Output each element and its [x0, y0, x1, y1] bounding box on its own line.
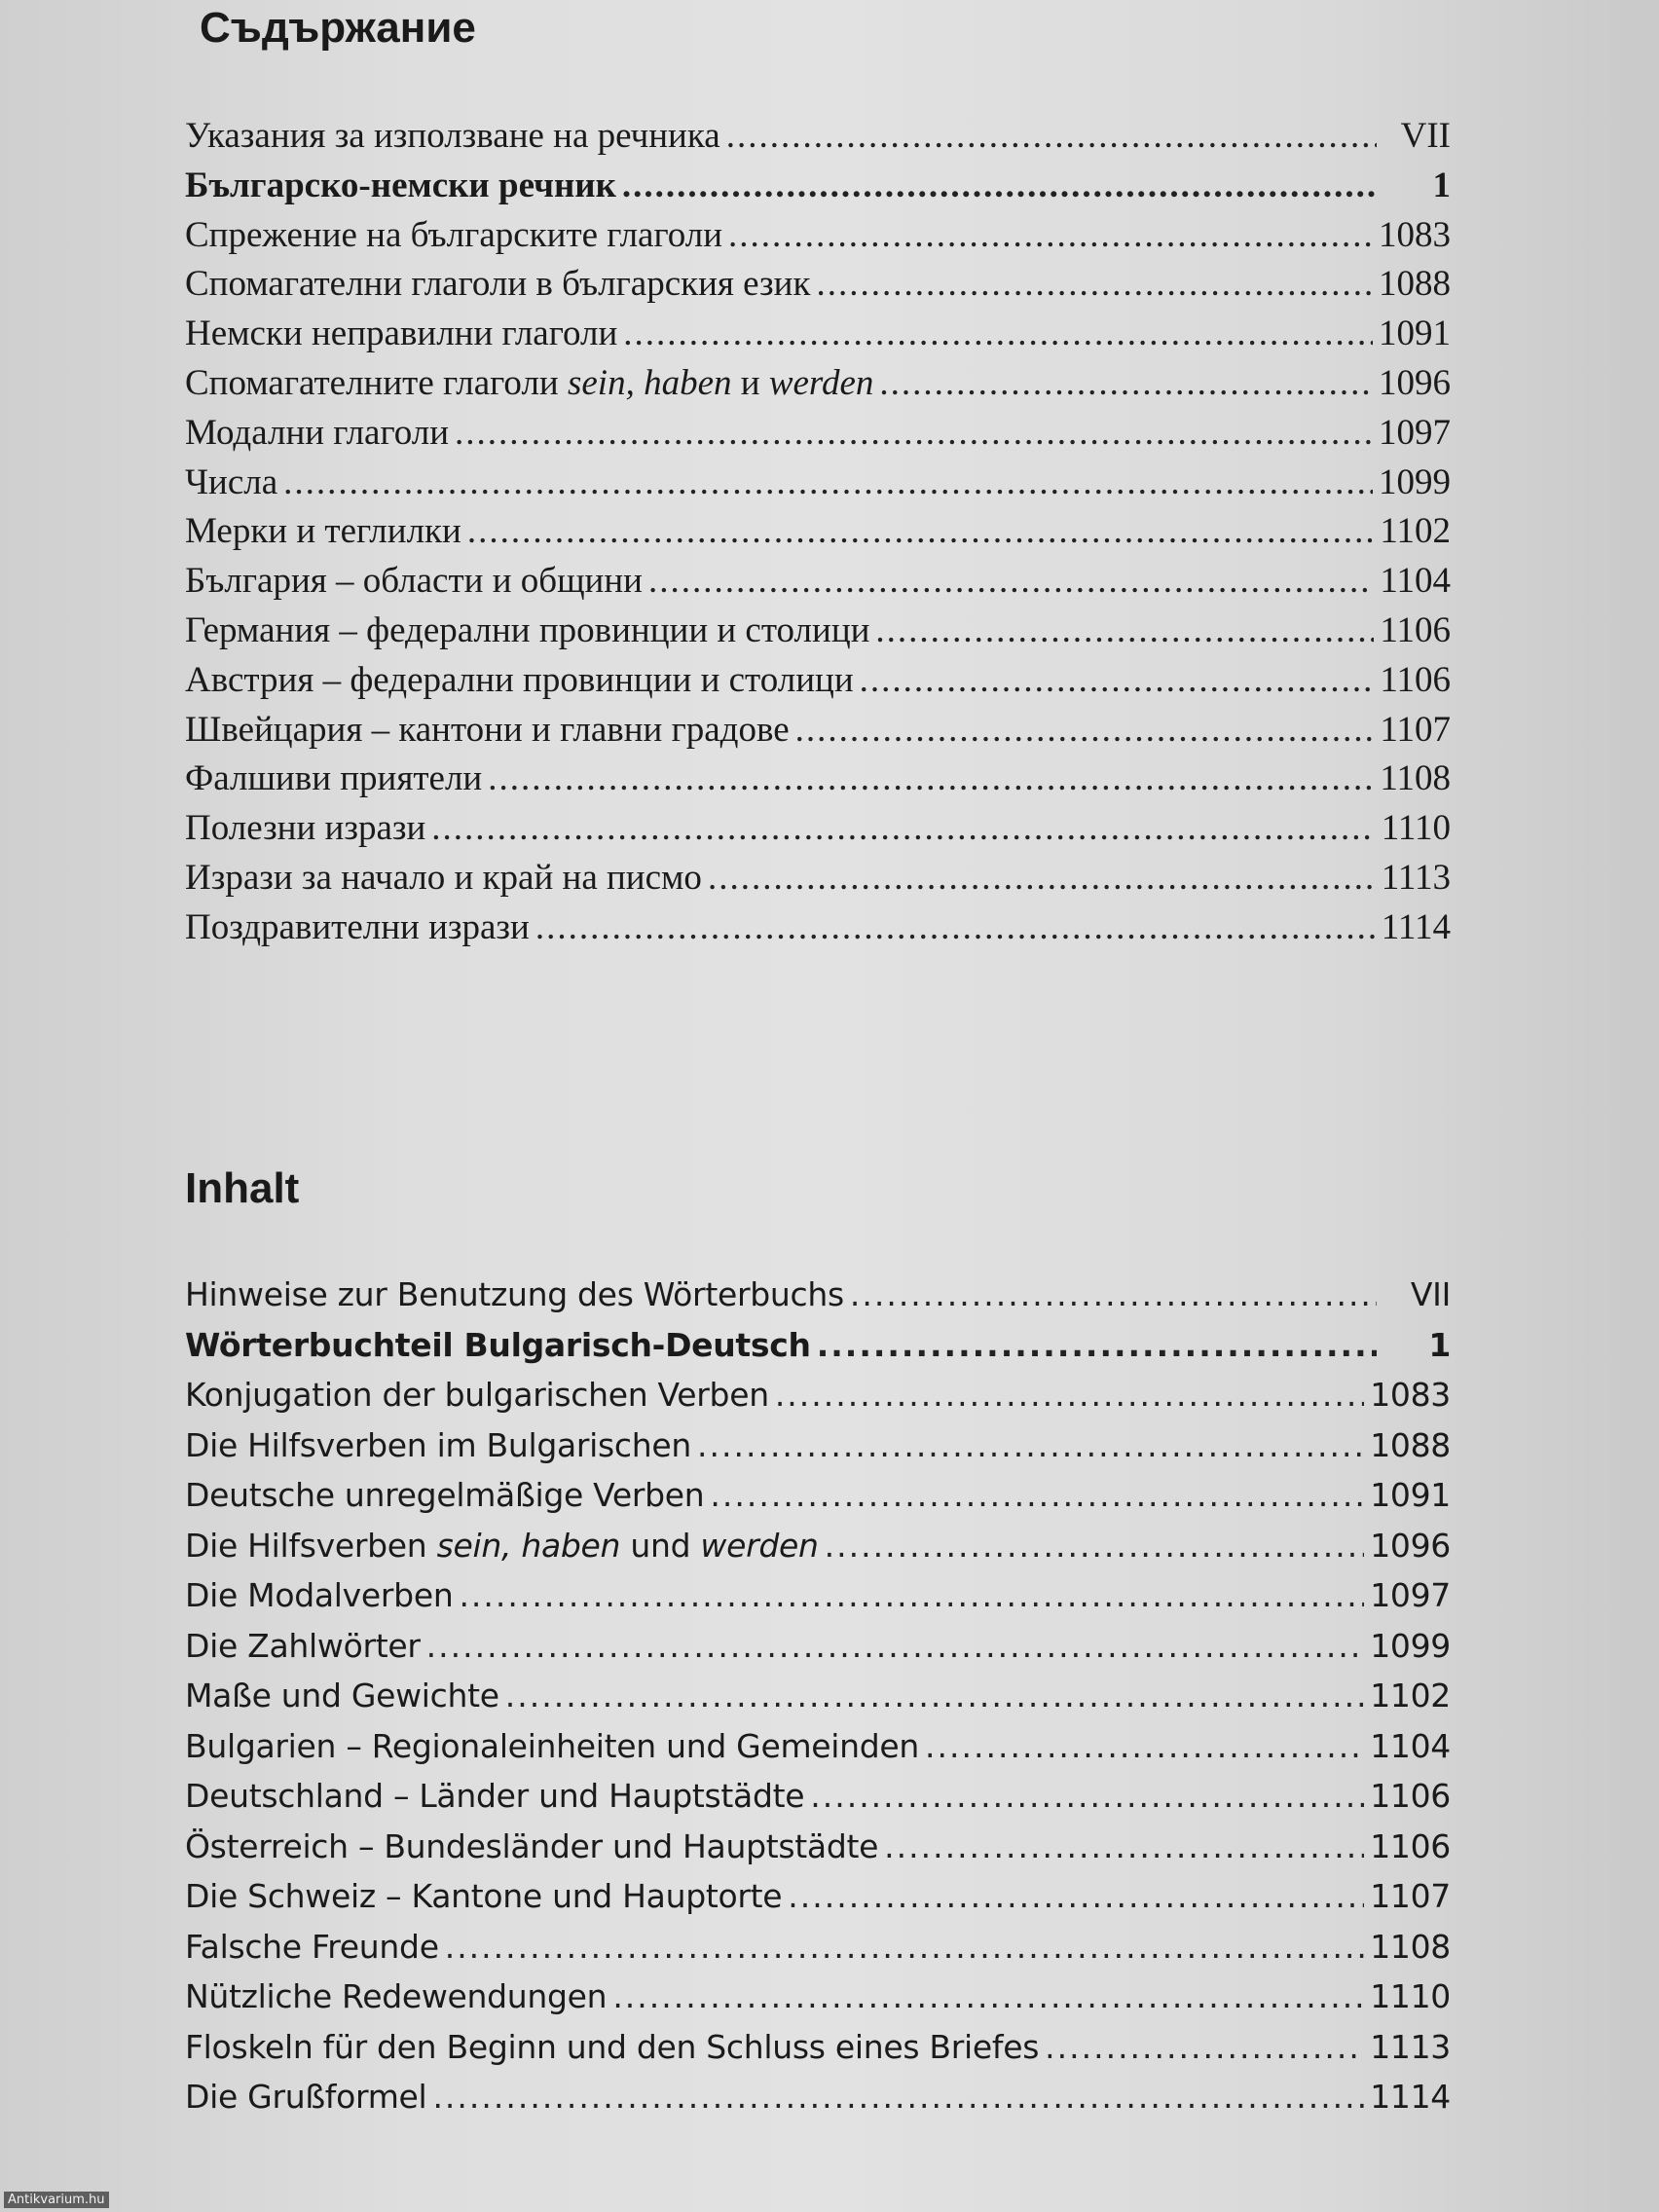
toc-entry-label: Deutschland – Länder und Hauptstädte	[185, 1777, 805, 1815]
toc-leader-dots	[1045, 2028, 1364, 2066]
toc-leader-dots	[775, 1376, 1364, 1414]
toc-entry	[185, 906, 1451, 956]
toc-page-number: 1091	[1370, 1476, 1451, 1514]
toc-entry-label: Hinweise zur Benutzung des Wörterbuchs	[185, 1275, 844, 1313]
toc-leader-dots	[623, 313, 1373, 354]
toc-entry-label: Die Schweiz – Kantone und Hauptorte	[185, 1877, 783, 1915]
toc-leader-dots	[535, 906, 1376, 948]
toc-page-number: 1106	[1380, 659, 1451, 700]
toc-entry	[185, 1677, 1451, 1727]
toc-leader-dots	[708, 857, 1376, 899]
toc-entry	[185, 461, 1451, 511]
toc-page-number: 1110	[1370, 1977, 1451, 2015]
toc-leader-dots	[795, 709, 1375, 751]
bulgarian-toc-title: Съдържание	[200, 4, 476, 52]
toc-page-number: 1113	[1381, 857, 1451, 898]
toc-entry	[185, 263, 1451, 313]
toc-leader-dots	[726, 115, 1377, 157]
toc-entry-label: Falsche Freunde	[185, 1927, 439, 1966]
toc-leader-dots	[426, 1627, 1365, 1665]
toc-page-number: 1110	[1381, 808, 1451, 849]
toc-entry-label-part: и	[731, 362, 769, 403]
toc-entry	[185, 659, 1451, 709]
toc-entry-label: Konjugation der bulgarischen Verben	[185, 1376, 769, 1414]
toc-entry	[185, 1527, 1451, 1577]
toc-leader-dots	[622, 165, 1377, 206]
toc-entry-label-part: Die Hilfsverben	[185, 1526, 437, 1565]
toc-entry-label: Указания за използване на речника	[185, 116, 720, 156]
toc-leader-dots	[455, 412, 1373, 454]
toc-entry	[185, 1827, 1451, 1878]
toc-leader-dots	[788, 1877, 1364, 1915]
toc-entry	[185, 2078, 1451, 2128]
toc-page-number: 1106	[1380, 609, 1451, 650]
toc-page-number: 1108	[1380, 758, 1451, 799]
toc-leader-dots	[431, 807, 1375, 849]
toc-page-number: 1088	[1370, 1425, 1451, 1464]
toc-page-number: 1114	[1370, 2078, 1451, 2116]
toc-entry	[185, 1627, 1451, 1677]
toc-entry-label	[185, 362, 873, 404]
toc-page-number: 1113	[1370, 2027, 1451, 2066]
toc-entry-label-italic: sein, haben	[567, 362, 732, 403]
german-toc-list	[185, 1275, 1451, 2128]
toc-entry-label: Модални глаголи	[185, 412, 450, 453]
toc-entry	[185, 313, 1451, 362]
toc-page-number: 1096	[1379, 362, 1451, 403]
toc-page-number: 1114	[1381, 906, 1451, 947]
toc-entry-label: Мерки и теглилки	[185, 511, 461, 552]
toc-page-number: 1104	[1370, 1726, 1451, 1765]
toc-page-number: 1	[1432, 165, 1451, 205]
toc-leader-dots	[467, 510, 1375, 552]
toc-entry-label: Немски неправилни глаголи	[185, 313, 618, 354]
toc-page-number: 1088	[1379, 264, 1451, 305]
toc-page-number: 1106	[1370, 1826, 1451, 1865]
toc-entry	[185, 1426, 1451, 1477]
toc-entry-label: Числа	[185, 461, 278, 502]
toc-leader-dots	[432, 2078, 1364, 2116]
toc-entry-label-italic: werden	[768, 362, 874, 403]
toc-page-number: 1096	[1370, 1526, 1451, 1565]
toc-page-number: VII	[1400, 116, 1451, 156]
toc-entry-label: Die Hilfsverben im Bulgarischen	[185, 1425, 691, 1464]
toc-leader-dots	[612, 1977, 1364, 2015]
toc-entry	[185, 709, 1451, 758]
toc-leader-dots	[648, 560, 1374, 602]
toc-leader-dots	[816, 263, 1373, 305]
toc-entry-label: Bulgarien – Regionaleinheiten und Gemeinden	[185, 1726, 920, 1765]
toc-entry-label: Германия – федерални провинции и столици	[185, 609, 870, 650]
toc-entry-label: Deutsche unregelmäßige Verben	[185, 1476, 705, 1514]
toc-entry	[185, 609, 1451, 659]
toc-entry	[185, 757, 1451, 807]
toc-entry	[185, 1476, 1451, 1527]
toc-page-number: 1083	[1370, 1376, 1451, 1414]
toc-entry-label	[185, 1527, 819, 1565]
toc-entry	[185, 1376, 1451, 1426]
toc-entry-label: Българско-немски речник	[185, 165, 616, 205]
toc-leader-dots	[810, 1777, 1364, 1815]
toc-entry-label: Фалшиви приятели	[185, 758, 483, 799]
toc-entry-label: Die Modalverben	[185, 1576, 454, 1614]
toc-page-number: 1106	[1370, 1777, 1451, 1815]
toc-leader-dots	[884, 1827, 1364, 1865]
german-toc-title: Inhalt	[185, 1164, 300, 1212]
toc-entry	[185, 165, 1451, 214]
toc-entry	[185, 214, 1451, 264]
toc-entry-label-italic: sein, haben	[436, 1526, 621, 1565]
toc-entry-label: Швейцария – кантони и главни градове	[185, 709, 790, 750]
toc-entry-label: Die Grußformel	[185, 2078, 427, 2116]
toc-entry	[185, 1727, 1451, 1778]
toc-entry-label: Die Zahlwörter	[185, 1626, 421, 1665]
toc-leader-dots	[445, 1928, 1365, 1966]
toc-leader-dots	[710, 1476, 1364, 1514]
toc-entry	[185, 1576, 1451, 1627]
toc-entry	[185, 807, 1451, 857]
toc-leader-dots	[505, 1677, 1364, 1714]
toc-page-number: 1091	[1379, 313, 1451, 354]
toc-entry-label: Maße und Gewichte	[185, 1677, 499, 1714]
toc-leader-dots	[825, 1527, 1365, 1565]
toc-entry-label: Полезни изрази	[185, 808, 426, 849]
toc-entry	[185, 2028, 1451, 2079]
toc-entry	[185, 1777, 1451, 1827]
toc-entry	[185, 1877, 1451, 1928]
toc-leader-dots	[879, 362, 1373, 404]
toc-entry-label: Австрия – федерални провинции и столици	[185, 659, 854, 700]
toc-entry	[185, 362, 1451, 412]
toc-leader-dots	[459, 1576, 1364, 1614]
toc-entry	[185, 115, 1451, 165]
toc-page-number: 1107	[1380, 709, 1451, 750]
bulgarian-toc-list	[185, 115, 1451, 956]
toc-leader-dots	[283, 461, 1373, 503]
toc-entry	[185, 1928, 1451, 1978]
toc-entry	[185, 510, 1451, 560]
toc-entry-label: Спомагателни глаголи в българския език	[185, 264, 811, 305]
toc-leader-dots	[728, 214, 1373, 256]
toc-page-number: 1102	[1370, 1677, 1451, 1714]
toc-leader-dots	[697, 1426, 1364, 1464]
toc-leader-dots	[925, 1727, 1364, 1765]
toc-leader-dots	[817, 1326, 1377, 1364]
toc-page-number: 1108	[1370, 1927, 1451, 1966]
toc-leader-dots	[875, 609, 1374, 651]
toc-entry-label: Поздравителни изрази	[185, 906, 530, 947]
toc-page-number: 1083	[1379, 214, 1451, 255]
toc-entry-label: България – области и общини	[185, 561, 643, 602]
toc-page-number: 1097	[1370, 1576, 1451, 1614]
toc-page-number: 1099	[1370, 1626, 1451, 1665]
toc-entry-label-part: und	[620, 1526, 701, 1565]
toc-entry-label: Nützliche Redewendungen	[185, 1977, 608, 2015]
toc-entry	[185, 412, 1451, 461]
toc-entry-label-italic: werden	[700, 1526, 819, 1565]
toc-entry	[185, 1977, 1451, 2028]
toc-entry-label: Wörterbuchteil Bulgarisch-Deutsch	[185, 1325, 811, 1364]
toc-entry-label: Floskeln für den Beginn und den Schluss eines Briefes	[185, 2027, 1040, 2066]
toc-entry-label-part: Спомагателните глаголи	[185, 362, 568, 403]
toc-page-number: VII	[1410, 1275, 1451, 1313]
toc-page-number: 1	[1428, 1325, 1451, 1364]
toc-page-number: 1102	[1380, 511, 1451, 552]
toc-entry-label: Изрази за начало и край на писмо	[185, 857, 702, 898]
toc-entry-label: Спрежение на българските глаголи	[185, 214, 723, 255]
toc-page-number: 1104	[1380, 561, 1451, 602]
toc-entry	[185, 1275, 1451, 1326]
toc-page-number: 1099	[1379, 461, 1451, 502]
toc-leader-dots	[850, 1275, 1377, 1313]
toc-entry	[185, 560, 1451, 609]
toc-leader-dots	[488, 757, 1374, 799]
toc-page-number: 1107	[1370, 1877, 1451, 1915]
toc-entry-label: Österreich – Bundesländer und Hauptstädte	[185, 1826, 879, 1865]
toc-entry	[185, 1326, 1451, 1377]
toc-page-number: 1097	[1379, 412, 1451, 453]
watermark: Antikvarium.hu	[4, 2192, 109, 2208]
toc-leader-dots	[860, 659, 1375, 701]
toc-entry	[185, 857, 1451, 906]
